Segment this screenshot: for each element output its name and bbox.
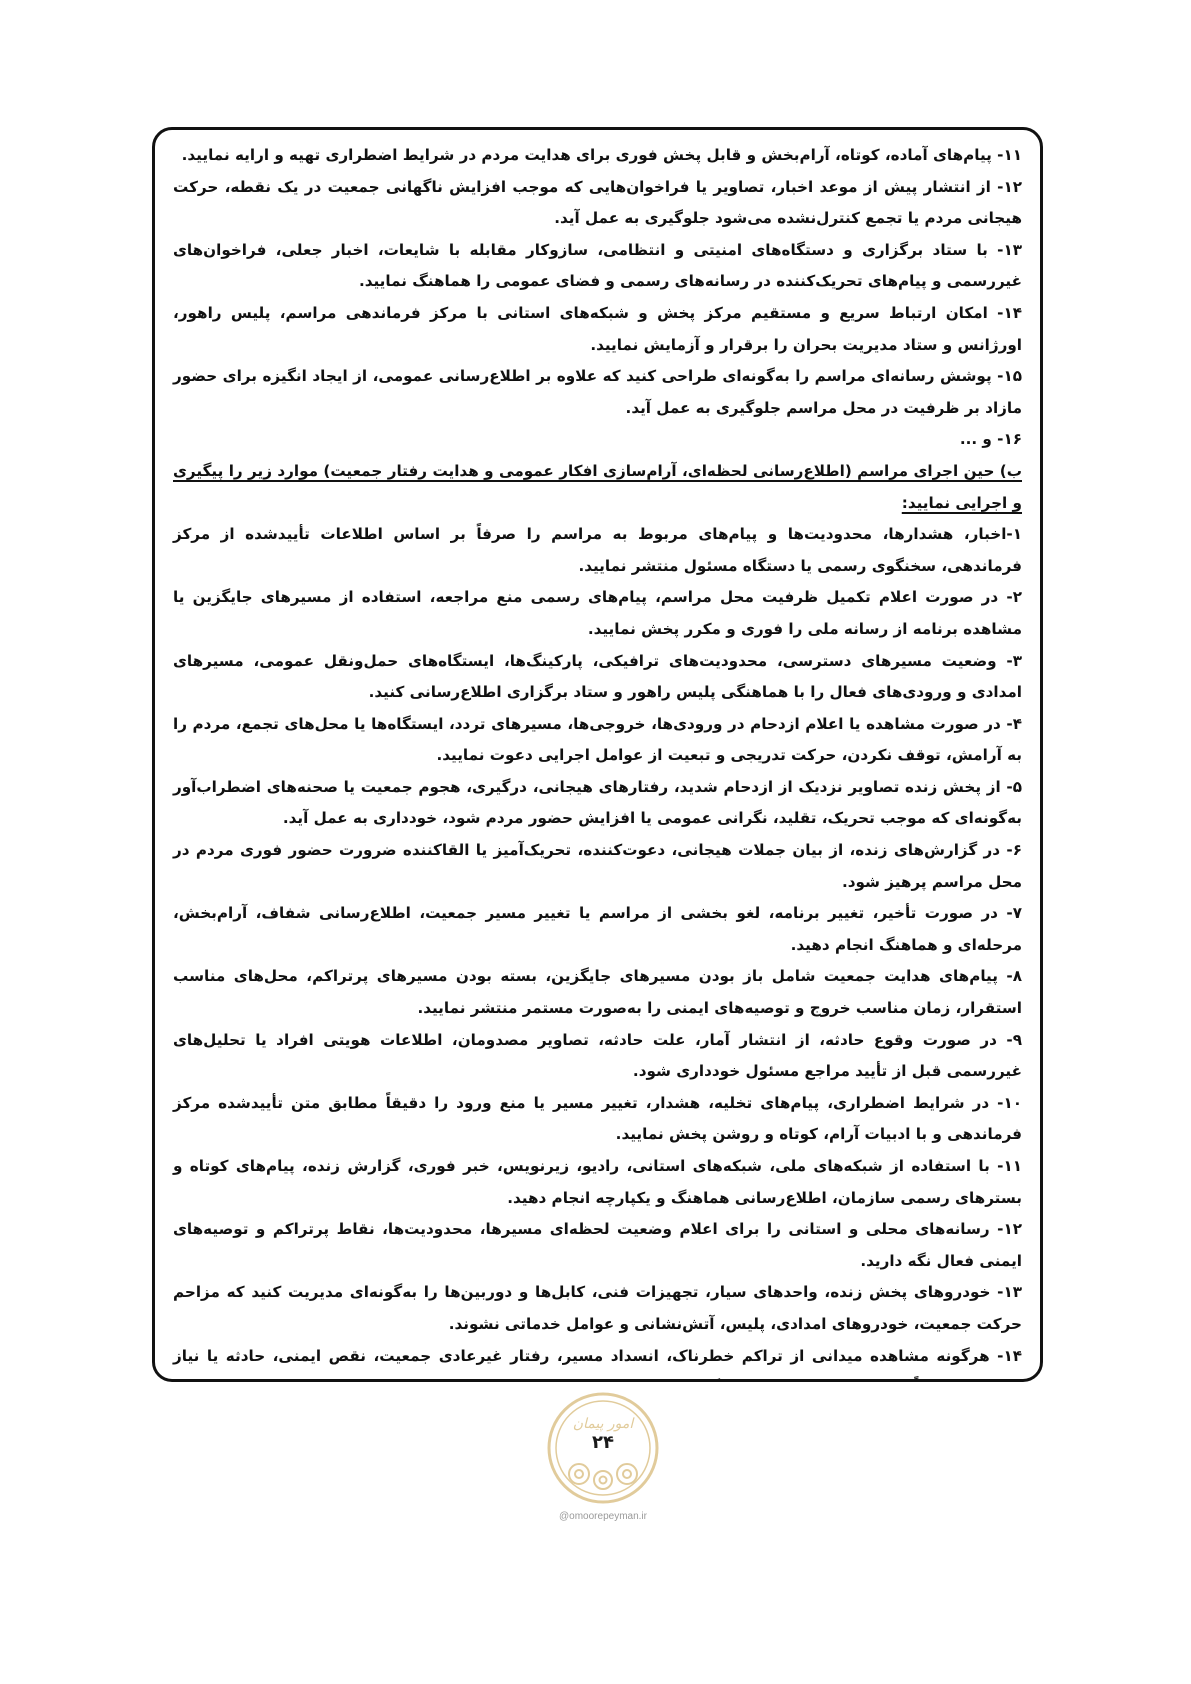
section-b-item-1: ۱-اخبار، هشدارها، محدودیت‌ها و پیام‌های مربوط به مراسم را صرفاً بر اساس اطلاعات تأییدشده از مرکز فرماندهی، سخنگوی رسمی یا دستگاه مسئول منتشر نمایید.: [173, 525, 1022, 575]
page-frame: [152, 127, 1043, 1382]
site-caption: @omoorepeyman.ir: [559, 1511, 647, 1522]
section-b-item-14: ۱۴- هرگونه مشاهده میدانی از تراکم خطرناک، انسداد مسیر، رفتار غیرعادی جمعیت، نقص ایمنی، حادثه یا نیاز: [173, 1346, 1022, 1365]
section-b-item-8: ۸- پیام‌های هدایت جمعیت شامل باز بودن مسیرهای جایگزین، بسته بودن مسیرهای پرتراکم، محل‌های مناسب استقرار، زمان مناسب خروج و توصیه‌های ایمنی را به‌صورت مستمر منتشر نمایید.: [173, 967, 1022, 1018]
page-number: ۲۴: [592, 1432, 614, 1453]
section-b-item-4: ۴- در صورت مشاهده یا اعلام ازدحام در ورودی‌ها، خروجی‌ها، مسیرهای تردد، ایستگاه‌ها یا محل‌های تجمع، مردم را به آرامش، توقف نکردن، حرکت تدریجی و تبعیت از عوامل اجرایی دعوت نمایید.: [173, 714, 1022, 765]
section-b-item-9: ۹- در صورت وقوع حادثه، از انتشار آمار، علت حادثه، تصاویر مصدومان، اطلاعات هویتی افراد یا تحلیل‌های غیررسمی قبل از تأیید مراجع مسئول خودداری شود.: [173, 1030, 1022, 1081]
section-b-heading: ب) حین اجرای مراسم (اطلاع‌رسانی لحظه‌ای، آرام‌سازی افکار عمومی و هدایت رفتار جمعیت) موارد زیر را پیگیری و اجرایی نمایید:: [173, 461, 1022, 512]
section-b-item-13: ۱۳- خودروهای پخش زنده، واحدهای سیار، تجهیزات فنی، کابل‌ها و دوربین‌ها را به‌گونه‌ای مدیریت کنید که مزاحم حرکت جمعیت، خودروهای امدادی، پلیس، آتش‌نشانی و عوامل خدماتی نشوند.: [173, 1283, 1022, 1333]
paragraph-item-13: ۱۳- با ستاد برگزاری و دستگاه‌های امنیتی و انتظامی، سازوکار مقابله با شایعات، اخبار جعلی، فراخوان‌های غیررسمی و پیام‌های تحریک‌کننده در رسانه‌های رسمی و فضای عمومی را هماهنگ نمایید.: [173, 240, 1022, 291]
section-b-item-2: ۲- در صورت اعلام تکمیل ظرفیت محل مراسم، پیام‌های رسمی منع مراجعه، استفاده از مسیرهای جایگزین یا مشاهده برنامه از رسانه ملی را فوری و مکرر پخش نمایید.: [173, 588, 1022, 638]
paragraph-item-16: ۱۶- و ...: [959, 430, 1022, 449]
paragraph-item-12: ۱۲- از انتشار پیش از موعد اخبار، تصاویر یا فراخوان‌هایی که موجب افزایش ناگهانی جمعیت در یک نقطه، حرکت هیجانی مردم یا تجمع کنترل‌نشده می‌شود جلوگیری به عمل آید.: [173, 177, 1022, 228]
paragraph-item-15: ۱۵- پوشش رسانه‌ای مراسم را به‌گونه‌ای طراحی کنید که علاوه بر اطلاع‌رسانی عمومی، از ایجاد انگیزه برای حضور مازاد بر ظرفیت در محل مراسم جلوگیری به عمل آید.: [173, 367, 1022, 417]
watermark-text: امور پیمان: [572, 1416, 634, 1432]
document-body: [173, 140, 1022, 1382]
section-b-item-3: ۳- وضعیت مسیرهای دسترسی، محدودیت‌های ترافیکی، پارکینگ‌ها، ایستگاه‌های حمل‌ونقل عمومی، مسیرهای امدادی و ورودی‌های فعال را با هماهنگی پلیس راهور و ستاد برگزاری اطلاع‌رسانی کنید.: [173, 651, 1022, 702]
section-b-item-7: ۷- در صورت تأخیر، تغییر برنامه، لغو بخشی از مراسم یا تغییر مسیر جمعیت، اطلاع‌رسانی شفاف، آرام‌بخش، مرحله‌ای و هماهنگ انجام دهید.: [173, 904, 1022, 954]
paragraph-item-14: ۱۴- امکان ارتباط سریع و مستقیم مرکز پخش و شبکه‌های استانی با مرکز فرماندهی مراسم، پلیس راهور، اورژانس و ستاد مدیریت بحران را برقرار و آزمایش نمایید.: [173, 303, 1022, 354]
section-b-item-10: ۱۰- در شرایط اضطراری، پیام‌های تخلیه، هشدار، تغییر مسیر یا منع ورود را دقیقاً مطابق متن تأییدشده مرکز فرماندهی و با ادبیات آرام، کوتاه و روشن پخش نمایید.: [173, 1093, 1022, 1144]
section-b-item-6: ۶- در گزارش‌های زنده، از بیان جملات هیجانی، دعوت‌کننده، تحریک‌آمیز یا القاکننده ضرورت حضور فوری مردم در محل مراسم پرهیز شود.: [173, 841, 1022, 891]
section-b-item-12: ۱۲- رسانه‌های محلی و استانی را برای اعلام وضعیت لحظه‌ای مسیرها، محدودیت‌ها، نقاط پرتراکم و توصیه‌های ایمنی فعال نگه دارید.: [173, 1220, 1022, 1270]
paragraph-item-11: ۱۱- پیام‌های آماده، کوتاه، آرام‌بخش و قابل پخش فوری برای هدایت مردم در شرایط اضطراری تهیه و ارایه نمایید.: [181, 146, 1022, 164]
section-b-item-5: ۵- از پخش زنده تصاویر نزدیک از ازدحام شدید، رفتارهای هیجانی، درگیری، هجوم جمعیت یا صحنه‌های اضطراب‌آور به‌گونه‌ای که موجب تحریک، تقلید، نگرانی عمومی یا افزایش حضور مردم شود، خودداری به عمل آید.: [173, 777, 1022, 828]
section-b-item-11: ۱۱- با استفاده از شبکه‌های ملی، شبکه‌های استانی، رادیو، زیرنویس، خبر فوری، گزارش زنده، پیام‌های کوتاه و بسترهای رسمی سازمان، اطلاع‌رسانی هماهنگ و یکپارچه انجام دهید.: [173, 1157, 1022, 1207]
